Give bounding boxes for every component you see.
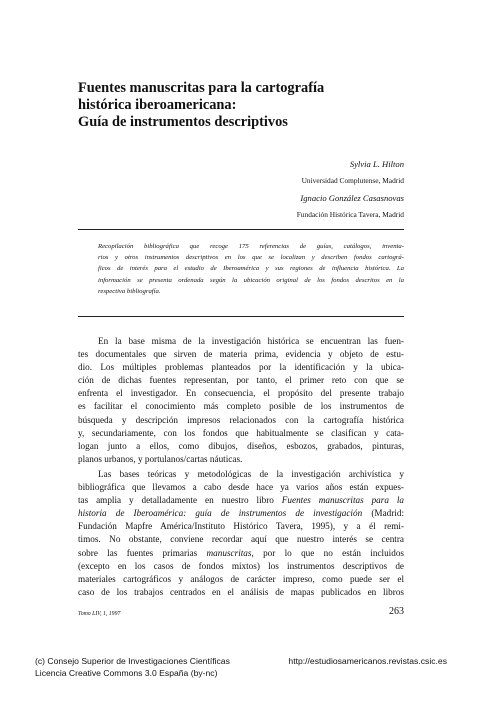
license-text[interactable]: Licencia Creative Commons 3.0 España (by-nc) [35, 668, 218, 678]
journal-url-footer [288, 655, 447, 667]
abstract-line: Recopilación bibliográfica que recoge 175 referencias de guías, catálogos, inventa- [98, 243, 404, 250]
body-line: Fundación Mapfre América/Instituto Histórico Tavera, 1995), y a él remi- [78, 521, 404, 532]
body-text-span: , por lo que no están incluidos [251, 547, 404, 558]
copyright-text: (c) Consejo Superior de Investigaciones Científicas [35, 656, 230, 666]
body-line: caso de los trabajos centrados en el análisis de mapas publicados en libros [78, 586, 404, 597]
body-line [78, 547, 404, 560]
title-line: Guía de instrumentos descriptivos [78, 114, 288, 130]
body-text [78, 335, 404, 599]
abstract [98, 241, 404, 297]
body-line: enfrenta el investigador. En consecuencia, el propósito del presente trabajo [78, 388, 404, 399]
body-line: bibliográfica que llevamos a cabo desde hace ya varios años están expues- [78, 482, 404, 493]
body-line: En la base misma de la investigación histórica se encuentran las fuen- [98, 336, 404, 346]
body-line: (excepto en los casos de fondos mixtos) los instrumentos descriptivos de [78, 560, 404, 571]
author-name: Ignacio González Casasnovas [300, 193, 404, 203]
journal-url-link[interactable]: http://estudiosamericanos.revistas.csic.es [288, 656, 447, 666]
body-line: ción de dichas fuentes representan, por tanto, el primer reto con que se [78, 375, 404, 386]
author-affiliation: Universidad Complutense, Madrid [301, 176, 404, 185]
body-line: logan junto a ellos, como dibujos, diseños, esbozos, grabados, pinturas, [78, 440, 404, 451]
body-line: búsqueda y descripción impresos relacionados con la cartografía histórica [78, 414, 404, 425]
license-footer [35, 655, 230, 679]
body-line: dio. Los múltiples problemas planteados por la identificación y la ubica- [78, 362, 404, 373]
body-line [78, 494, 404, 507]
body-text-span: (Madrid: [362, 508, 404, 519]
page-number: 263 [389, 606, 404, 617]
rule-top [78, 229, 404, 230]
journal-volume: Tomo LIV, 1, 1997 [78, 611, 121, 617]
author-affiliation: Fundación Histórica Tavera, Madrid [296, 210, 404, 219]
body-text-span: tas amplia y detalladamente en nuestro libro [78, 495, 282, 506]
emphasis-span: manuscritas [206, 547, 252, 558]
body-line [78, 507, 404, 520]
book-title-span: Fuentes manuscritas para la [281, 495, 404, 506]
author-name: Sylvia L. Hilton [349, 159, 404, 169]
body-line: Las bases teóricas y metodológicas de la investigación archivística y [98, 468, 404, 479]
abstract-line: información se presenta ordenada según la ubicación original de los fondos descritos en la [98, 276, 404, 284]
abstract-line: rios y otros instrumentos descriptivos en los que se localizan y describen fondos cartográ- [98, 254, 404, 262]
abstract-line: ficos de interés para el estudio de Iberoamérica y sus regiones de influencia histórica. La [98, 265, 404, 273]
body-text-span: sobre las fuentes primarias [78, 547, 207, 558]
body-line: timos. No obstante, conviene recordar aquí que nuestro interés se centra [78, 534, 404, 545]
rule-bottom [78, 316, 404, 317]
book-title-span: historia de Iberoamérica: guía de instrumentos de investigación [78, 508, 363, 519]
title-line: Fuentes manuscritas para la cartografía [78, 80, 325, 96]
body-line: planos urbanos, y portulanos/cartas náuticas. [78, 453, 243, 464]
body-line: materiales cartográficos y análogos de carácter impreso, como puede ser el [78, 573, 404, 584]
body-line: es facilitar el conocimiento más completo posible de los instrumentos de [78, 401, 404, 412]
title-line: histórica iberoamericana: [78, 97, 237, 113]
article-title [78, 80, 408, 131]
abstract-line: respectiva bibliografía. [98, 287, 161, 295]
body-line: tes documentales que sirven de materia prima, evidencia y objeto de estu- [78, 349, 404, 360]
body-line: y, secundariamente, con los fondos que habitualmente se clasifican y cata- [78, 427, 404, 438]
